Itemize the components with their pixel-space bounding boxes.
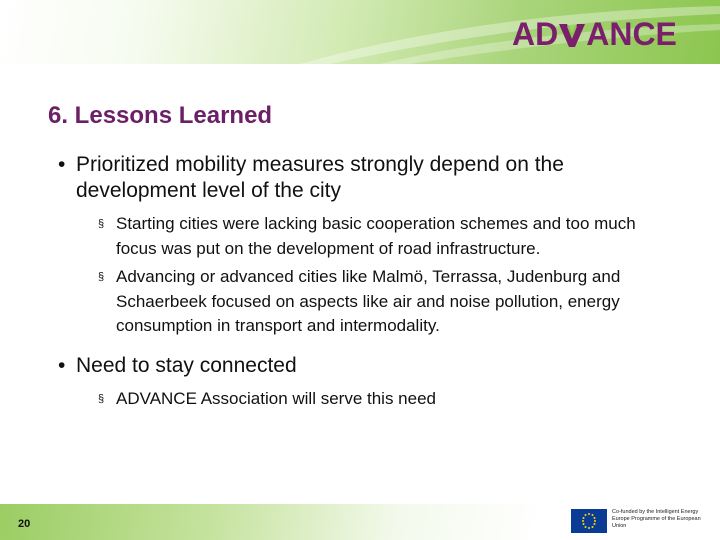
bullet-marker: • xyxy=(58,153,66,176)
sub-bullet-1-1 xyxy=(52,212,662,261)
eu-flag-icon xyxy=(571,509,607,533)
slide-title: 6. Lessons Learned xyxy=(48,102,273,129)
slide-content xyxy=(52,152,662,411)
sub-bullet-1-1-text: Starting cities were lacking basic cooperation schemes and too much focus was put on the development of road infrastructure. xyxy=(116,214,636,258)
bullet-1 xyxy=(52,152,662,204)
bullet-marker: • xyxy=(58,353,66,377)
logo-text-start: AD xyxy=(512,16,559,52)
sub-bullet-marker: § xyxy=(98,271,105,283)
sub-bullet-marker: § xyxy=(98,218,105,230)
sub-bullet-2-1-text: ADVANCE Association will serve this need xyxy=(116,388,436,408)
sub-bullet-2-1 xyxy=(52,387,662,412)
sub-bullet-1-2-text: Advancing or advanced cities like Malmö, Terrassa, Judenburg and Schaerbeek focused on aspects like air and noise pollution, energy consumption in transport and intermodality. xyxy=(116,267,621,335)
sub-bullet-1-2 xyxy=(52,265,662,339)
page-number: 20 xyxy=(18,518,31,530)
advance-logo xyxy=(512,16,677,53)
eu-funding-disclaimer: Co-funded by the Intelligent Energy Europe Programme of the European Union xyxy=(612,509,701,529)
logo-text-end: ANCE xyxy=(586,16,677,52)
sub-bullet-marker: § xyxy=(98,392,105,405)
bullet-1-text: Prioritized mobility measures strongly depend on the development level of the city xyxy=(76,153,564,202)
logo-v-mark xyxy=(558,22,586,48)
bullet-2 xyxy=(52,353,662,379)
bullet-2-text: Need to stay connected xyxy=(76,353,297,377)
